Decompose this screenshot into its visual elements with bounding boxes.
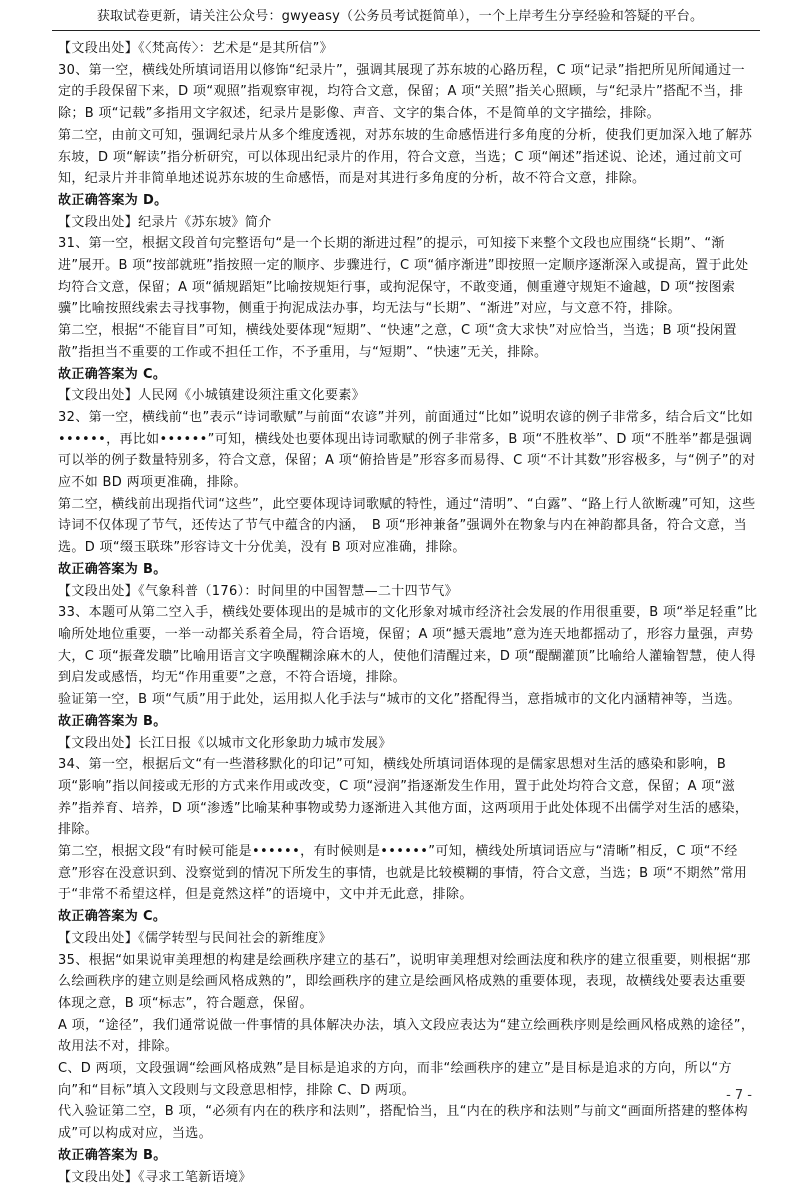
paragraph: 第二空，根据“不能盲目”可知，横线处要体现“短期”、“快速”之意，C 项“贪大求快”对应恰当，当选；B 项“投闲置散”指担当不重要的工作或不担任工作，不予重用，与“短期”、“快速”无关，排除。	[58, 323, 737, 360]
paragraph: 33、本题可从第二空入手，横线处要体现出的是城市的文化形象对城市经济社会发展的作用很重要，B 项“举足轻重”比喻所处地位重要，一举一动都关系着全局，符合语境，保留；A 项“撼天震地”意为连天地都摇动了，形容力量强，声势大，C 项“振聋发聩”比喻用语言文字唤醒糊涂麻木的人，使他们清醒过来，D 项“醍醐灌顶”比喻给人灌输智慧，使人得到启发或感悟，均无“作用重要”之意，不符合语境，排除。	[58, 605, 758, 686]
paragraph: C、D 两项，文段强调“绘画风格成熟”是目标是追求的方向，而非“绘画秩序的建立”是目标是追求的方向，所以“方向”和“目标”填入文段则与文段意思相悖，排除 C、D 两项。	[58, 1061, 732, 1098]
paragraph: 【文段出处】人民网《小城镇建设须注重文化要素》	[58, 388, 366, 404]
paragraph: 【文段出处】《气象科普（176）：时间里的中国智慧—二十四节气》	[58, 583, 459, 599]
paragraph: 30、第一空，横线处所填词语用以修饰“纪录片”，强调其展现了苏东坡的心路历程，C 项“记录”指把所见所闻通过一定的手段保留下来，D 项“观照”指观察审视，均符合文意，保留；A 项“关照”指关心照顾，与“纪录片”搭配不当，排除；B 项“记载”多指用文字叙述，纪录片是影像、声音、文字的集合体，不是简单的文字描绘，排除。	[58, 62, 745, 122]
paragraph: 34、第一空，根据后文“有一些潜移默化的印记”可知，横线处所填词语体现的是儒家思想对生活的感染和影响，B 项“影响”指以间接或无形的方式来作用或改变，C 项“浸润”指逐渐发生作用，置于此处均符合文意，保留；A 项“滋养”指养育、培养，D 项“渗透”比喻某种事物或势力逐渐进入其他方面，这两项用于此处体现不出儒学对生活的感染，排除。	[58, 757, 749, 838]
page-header: 获取试卷更新，请关注公众号：gwyeasy（公务员考试挺简单），一个上岸考生分享经验和答疑的平台。	[96, 9, 704, 24]
paragraph: A 项，“途径”，我们通常说做一件事情的具体解决办法，填入文段应表达为“建立绘画秩序则是绘画风格成熟的途径”，故用法不对，排除。	[58, 1017, 755, 1055]
answer-line: 故正确答案为 D。	[58, 192, 168, 208]
answer-line: 故正确答案为 B。	[58, 713, 167, 729]
answer-line: 故正确答案为 B。	[58, 1147, 167, 1163]
paragraph: 【文段出处】长江日报《以城市文化形象助力城市发展》	[58, 735, 392, 751]
paragraph: 【文段出处】《寻求工笔新语境》	[58, 1169, 252, 1185]
paragraph: 第二空，根据文段“有时候可能是••••••，有时候则是••••••”可知，横线处所填词语应与“清晰”相反，C 项“不经意”形容在没意识到、没察觉到的情况下所发生的事情，也就是比较模糊的事情，符合文意，当选；B 项“不期然”常用于“非常不希望这样，但是竟然这样”的语境中，文中并无此意，排除。	[58, 844, 748, 903]
paragraph: 【文段出处】《儒学转型与民间社会的新维度》	[58, 930, 332, 946]
answer-explanations	[58, 38, 758, 1188]
answer-line: 故正确答案为 B。	[58, 561, 167, 577]
paragraph: 32、第一空，横线前“也”表示“诗词歌赋”与前面“农谚”并列，前面通过“比如”说明农谚的例子非常多，结合后文“比如••••••，再比如••••••”可知，横线处也要体现出诗词歌赋的例子非常多，B 项“不胜枚举”、D 项“不胜举”都是强调可以举的例子数量特别多，符合文意，保留；A 项“俯拾皆是”形容多而易得、C 项“不计其数”形容极多，与“例子”的对应不如 BD 两项更准确，排除。	[58, 409, 756, 491]
header-divider	[52, 30, 760, 31]
paragraph: 第二空，横线前出现指代词“这些”，此空要体现诗词歌赋的特性，通过“清明”、“白露”、“路上行人欲断魂”可知，这些诗词不仅体现了节气，还传达了节气中蕴含的内涵， B 项“形神兼备”强调外在物象与内在神韵都具备，符合文意，当选。D 项“缀玉联珠”形容诗文十分优美，没有 B 项对应准确，排除。	[58, 496, 756, 556]
answer-line: 故正确答案为 C。	[58, 909, 167, 925]
paragraph: 35、根据“如果说审美理想的构建是绘画秩序建立的基石”，说明审美理想对绘画法度和秩序的建立很重要，则根据“那么绘画秩序的建立则是绘画风格成熟的”，即绘画秩序的建立是绘画风格成熟的重要体现，表现，故横线处要表达重要体现之意，B 项“标志”，符合题意，保留。	[58, 952, 751, 1011]
paragraph: 【文段出处】纪录片《苏东坡》简介	[58, 214, 272, 230]
paragraph: 代入验证第二空，B 项，“必须有内在的秩序和法则”，搭配恰当，且“内在的秩序和法则”与前文“画面所搭建的整体构成”可以构成对应，当选。	[58, 1104, 748, 1142]
page-number: - 7 -	[726, 1088, 752, 1103]
paragraph: 验证第一空，B 项“气质”用于此处，运用拟人化手法与“城市的文化”搭配得当，意指城市的文化内涵精神等，当选。	[58, 692, 741, 708]
paragraph: 第二空，由前文可知，强调纪录片从多个维度透视，对苏东坡的生命感悟进行多角度的分析，使我们更加深入地了解苏东坡，D 项“解读”指分析研究，可以体现出纪录片的作用，符合文意，当选；C 项“阐述”指述说、论述，通过前文可知，纪录片并非简单地述说苏东坡的生命感悟，而是对其进行多角度的分析，故不符合文意，排除。	[58, 127, 753, 187]
answer-line: 故正确答案为 C。	[58, 366, 167, 382]
paragraph: 【文段出处】《〈梵高传〉：艺术是“是其所信”》	[58, 41, 334, 56]
paragraph: 31、第一空，根据文段首句完整语句“是一个长期的渐进过程”的提示，可知接下来整个文段也应围绕“长期”、“渐进”展开。B 项“按部就班”指按照一定的顺序、步骤进行，C 项“循序渐进”即按照一定顺序逐渐深入或提高，置于此处均符合文意，保留；A 项“循规蹈矩”比喻按规矩行事，或拘泥保守，不敢变通，侧重遵守规矩不逾越，D 项“按图索骥”比喻按照线索去寻找事物，侧重于拘泥成法办事，均无法与“长期”、“渐进”对应，与文意不符，排除。	[58, 236, 749, 317]
